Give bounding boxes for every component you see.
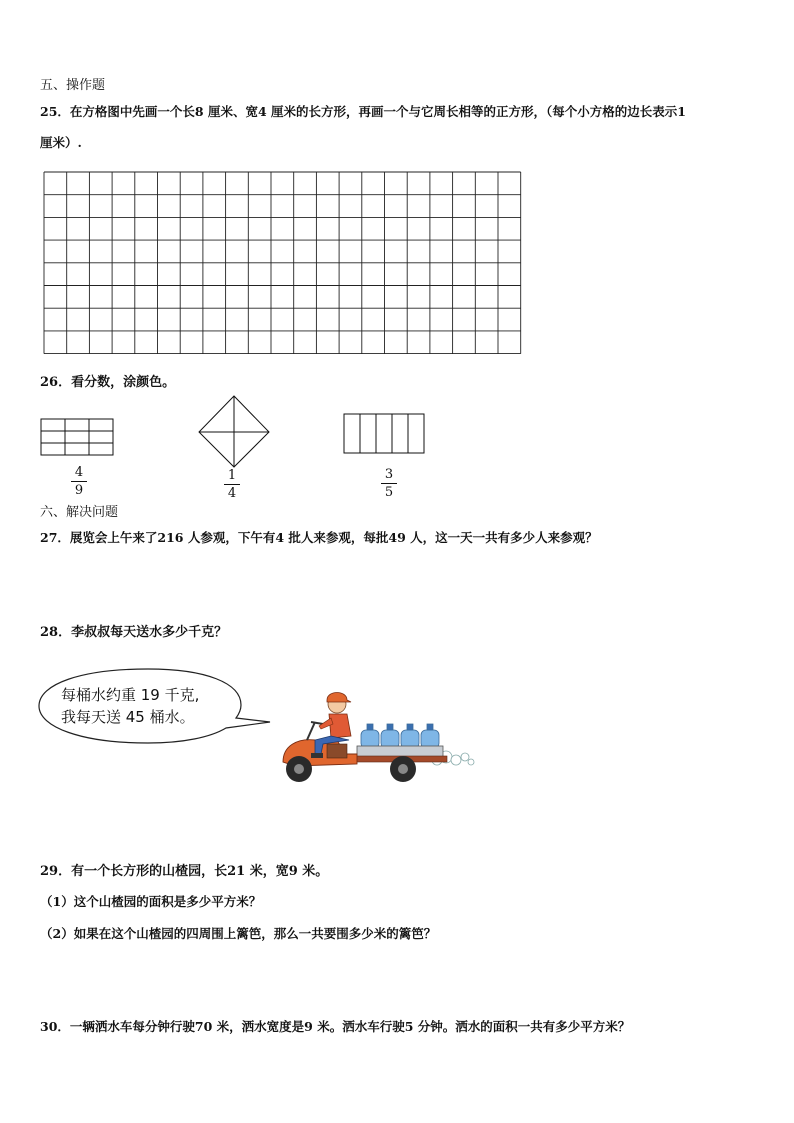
fraction-denominator: 5 (384, 485, 394, 500)
fraction-four-ninths (67, 465, 91, 498)
delivery-tricycle-illustration (275, 684, 480, 786)
section-title-operation: 五、操作题 (40, 78, 106, 93)
fraction-one-quarter (220, 468, 244, 501)
bubble-line-1: 每桶水约重 19 千克, (61, 686, 200, 704)
question-27: 27．展览会上午来了216 人参观，下午有4 批人来参观，每批49 人，这一天一共有多少人来参观？ (40, 530, 598, 545)
section-title-problem-solving: 六、解决问题 (40, 505, 119, 520)
fraction-three-fifths (377, 467, 401, 500)
fraction-denominator: 9 (74, 483, 84, 498)
question-29-title: 29．有一个长方形的山楂园，长21 米，宽9 米。 (40, 864, 329, 879)
fraction-numerator: 4 (74, 465, 84, 480)
question-26-title: 26．看分数，涂颜色。 (40, 375, 176, 390)
fraction-numerator: 1 (227, 468, 237, 483)
bubble-line-2: 我每天送 45 桶水。 (61, 708, 195, 726)
question-30: 30．一辆洒水车每分钟行驶70 米，洒水宽度是9 米。洒水车行驶5 分钟。洒水的面积一共有多少平方米？ (40, 1019, 631, 1034)
question-28-title: 28．李叔叔每天送水多少千克？ (40, 625, 228, 640)
diamond-shape (197, 395, 271, 469)
fraction-bar (71, 481, 87, 482)
fraction-bar (381, 483, 397, 484)
question-25-line1: 25．在方格图中先画一个长8 厘米、宽4 厘米的长方形，再画一个与它周长相等的正方形，（每个小方格的边长表示1 (40, 104, 686, 119)
striped-rectangle-shape (343, 413, 427, 455)
fraction-bar (224, 484, 240, 485)
rectangle-grid-shape (40, 418, 116, 458)
fraction-numerator: 3 (384, 467, 394, 482)
question-25-line2: 厘米）. (40, 135, 82, 150)
question-29-sub-1: （1）这个山楂园的面积是多少平方米？ (40, 894, 262, 909)
grid-paper (43, 171, 523, 356)
question-29-sub-2: （2）如果在这个山楂园的四周围上篱笆，那么一共要围多少米的篱笆？ (40, 926, 437, 941)
fraction-denominator: 4 (227, 486, 237, 501)
